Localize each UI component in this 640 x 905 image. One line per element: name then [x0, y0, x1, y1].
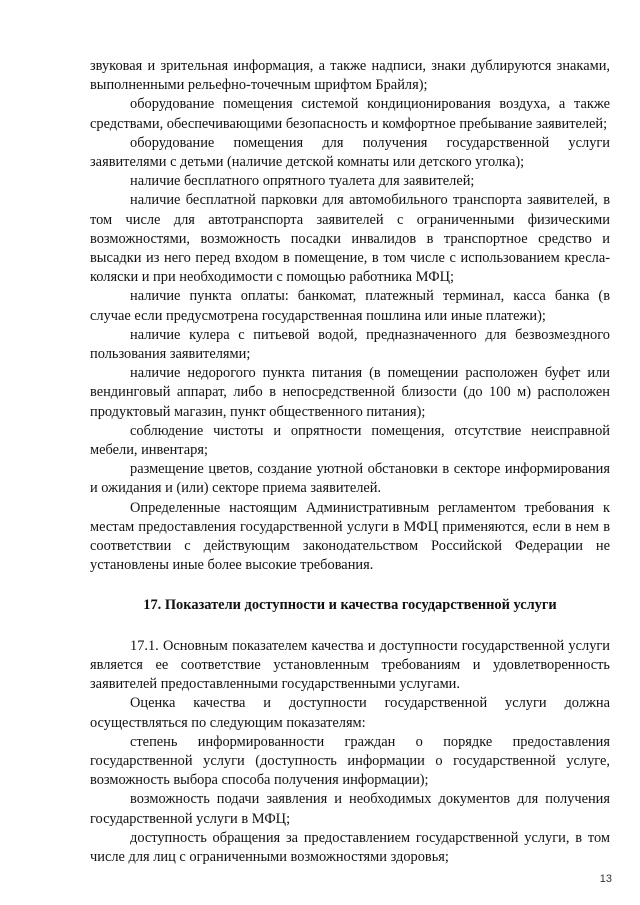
paragraph: соблюдение чистоты и опрятности помещения, отсутствие неисправной мебели, инвентаря; — [90, 422, 610, 459]
paragraph: наличие бесплатной парковки для автомобильного транспорта заявителей, в том числе для автотранспорта заявителей с ограниченными физическими возможностями, возможность посадки инвалидов в транспортное средство и высадки из него перед входом в помещение, в том числе с использованием кресла-коляски и при необходимости с помощью работника МФЦ; — [90, 192, 610, 286]
paragraph: 17.1. Основным показателем качества и доступности государственной услуги является ее соответствие установленным требованиям и удовлетворенность заявителей предоставленными государственными услугами. — [90, 637, 610, 693]
paragraph: оборудование помещения для получения государственной услуги заявителями с детьми (наличие детской комнаты или детского уголка); — [90, 134, 610, 171]
paragraph: наличие недорогого пункта питания (в помещении расположен буфет или вендинговый аппарат, либо в непосредственной близости (до 100 м) расположен продуктовый магазин, пункт общественного питания); — [90, 365, 610, 420]
section-heading: 17. Показатели доступности и качества государственной услуги — [143, 597, 557, 614]
paragraph: доступность обращения за предоставлением государственной услуги, в том числе для лиц с ограниченными возможностями здоровья; — [90, 829, 610, 865]
paragraph-continuation: звуковая и зрительная информация, а также надписи, знаки дублируются знаками, выполненными рельефно-точечным шрифтом Брайля); — [90, 58, 610, 94]
paragraph: Определенные настоящим Административным регламентом требования к местам предоставления государственной услуги в МФЦ применяются, если в нем в соответствии с действующим законодательством Российской Федерации не установлены иные более высокие требования. — [90, 499, 610, 574]
paragraph: возможность подачи заявления и необходимых документов для получения государственной услуги в МФЦ; — [90, 791, 610, 827]
paragraph: Оценка качества и доступности государственной услуги должна осуществляться по следующим показателям: — [90, 695, 610, 731]
paragraph: степень информированности граждан о порядке предоставления государственной услуги (доступность информации о государственной услуге, возможность выбора способа получения информации); — [90, 733, 610, 789]
paragraph: оборудование помещения системой кондиционирования воздуха, а также средствами, обеспечивающими безопасность и комфортное пребывание заявителей; — [90, 96, 610, 132]
paragraph: размещение цветов, создание уютной обстановки в секторе информирования и ожидания и (или) секторе приема заявителей. — [90, 461, 610, 497]
page-number: 13 — [599, 873, 612, 885]
paragraph: наличие бесплатного опрятного туалета для заявителей; — [130, 173, 475, 190]
paragraph: наличие кулера с питьевой водой, предназначенного для безвозмездного пользования заявителями; — [90, 326, 610, 363]
paragraph: наличие пункта оплаты: банкомат, платежный терминал, касса банка (в случае если предусмотрена государственная пошлина или иные платежи); — [90, 288, 610, 324]
page-body — [90, 57, 610, 867]
